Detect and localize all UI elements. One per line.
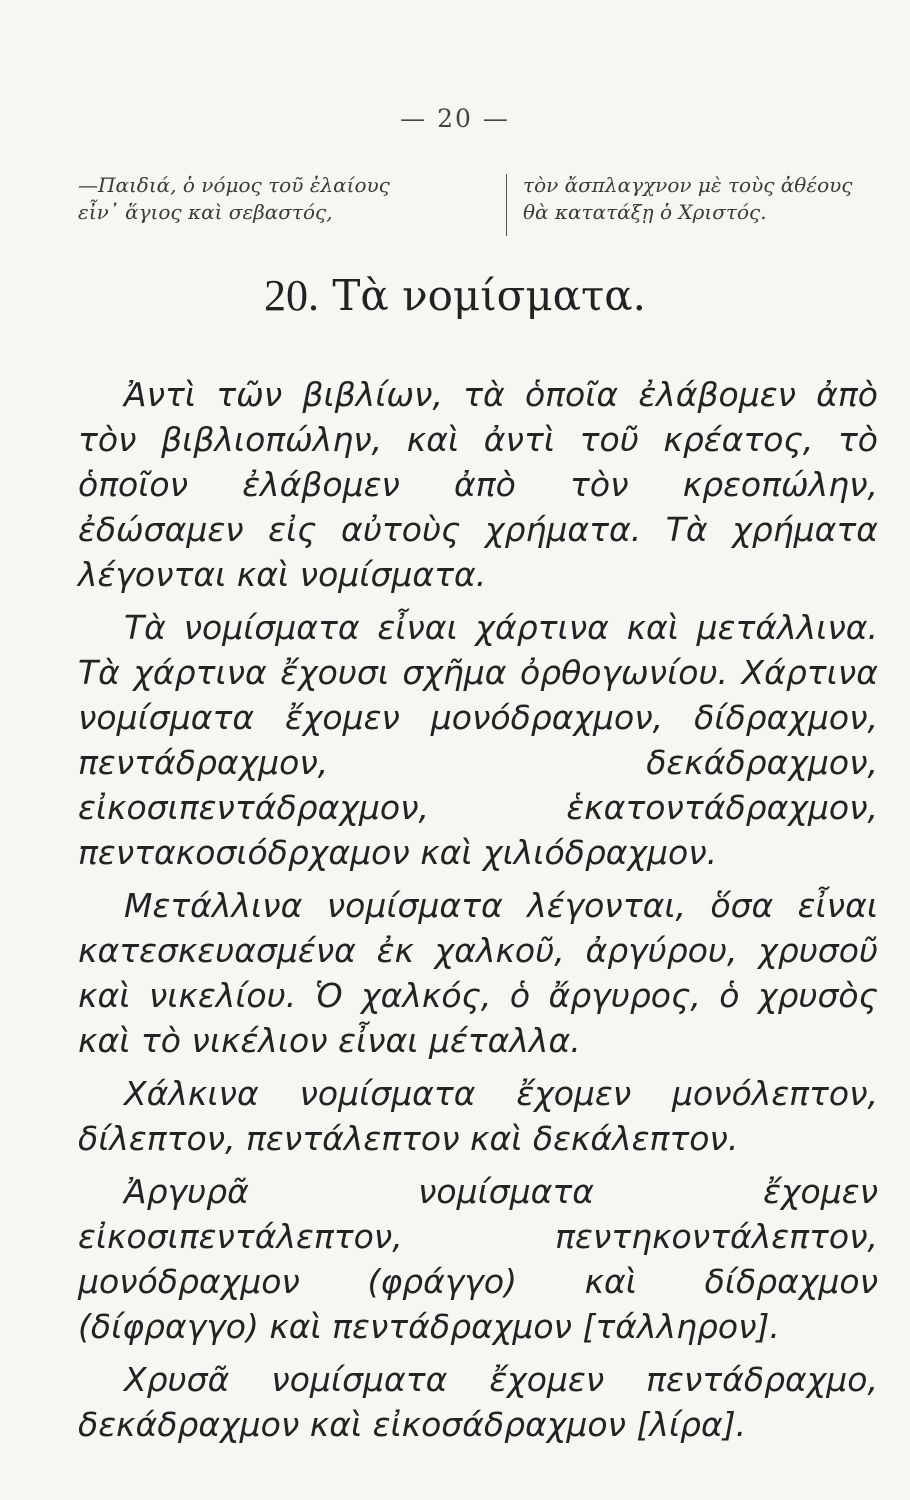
poem-couplet bbox=[78, 172, 878, 242]
poem-line: τὸν ἄσπλαγχνον μὲ τοὺς ἀθέους bbox=[523, 173, 853, 197]
poem-line: θὰ κατατάξῃ ὁ Χριστός. bbox=[523, 200, 767, 224]
poem-right-column bbox=[523, 172, 883, 226]
paragraph: Ἀργυρᾶ νομίσματα ἔχομεν εἰκοσιπεντάλεπτον, πεντηκοντάλεπτον, μονόδραχμον (φράγγο) καὶ δίδραχμον (δίφραγγο) καὶ πεντάδραχμον [τάλληρον]. bbox=[78, 1172, 878, 1346]
poem-line: εἶν᾽ ἅγιος καὶ σεβαστός, bbox=[78, 200, 333, 224]
paragraph: Μετάλλινα νομίσματα λέγονται, ὅσα εἶναι κατεσκευασμένα ἐκ χαλκοῦ, ἀργύρου, χρυσοῦ καὶ νικελίου. Ὁ χαλκός, ὁ ἄργυρος, ὁ χρυσὸς καὶ τὸ νικέλιον εἶναι μέταλλα. bbox=[78, 886, 878, 1060]
chapter-title: Τὰ νομίσματα. bbox=[332, 271, 646, 320]
paragraph: Χρυσᾶ νομίσματα ἔχομεν πεντάδραχμο, δεκάδραχμον καὶ εἰκοσάδραχμον [λίρα]. bbox=[78, 1360, 878, 1444]
page-number: — 20 — bbox=[400, 104, 510, 133]
chapter-heading bbox=[0, 270, 910, 321]
poem-left-column bbox=[78, 172, 478, 226]
paragraph: Χάλκινα νομίσματα ἔχομεν μονόλεπτον, δίλεπτον, πεντάλεπτον καὶ δεκάλεπτον. bbox=[78, 1074, 878, 1158]
paragraph: Ἀντὶ τῶν βιβλίων, τὰ ὁποῖα ἐλάβομεν ἀπὸ τὸν βιβλιοπώλην, καὶ ἀντὶ τοῦ κρέατος, τὸ ὁποῖον ἐλάβομεν ἀπὸ τὸν κρεοπώλην, ἐδώσαμεν εἰς αὐτοὺς χρήματα. Τὰ χρήματα λέγονται καὶ νομίσματα. bbox=[78, 375, 878, 594]
poem-line: —Παιδιά, ὁ νόμος τοῦ ἐλαίους bbox=[78, 173, 390, 197]
chapter-number: 20. bbox=[264, 271, 320, 320]
poem-divider bbox=[506, 174, 507, 236]
paragraph: Τὰ νομίσματα εἶναι χάρτινα καὶ μετάλλινα. Τὰ χάρτινα ἔχουσι σχῆμα ὀρθογωνίου. Χάρτινα νομίσματα ἔχομεν μονόδραχμον, δίδραχμον, πεντάδραχμον, δεκάδραχμον, εἰκοσιπεντάδραχμον, ἑκατοντάδραχμον, πεντακοσιόδρχαμον καὶ χιλιόδραχμον. bbox=[78, 608, 878, 872]
chapter-body bbox=[78, 372, 878, 1447]
